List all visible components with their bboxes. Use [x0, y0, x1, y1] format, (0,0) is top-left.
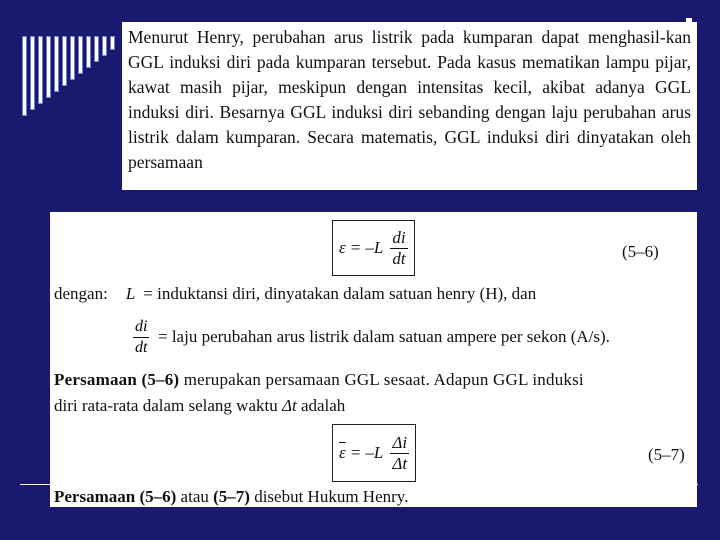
definition-line-1	[54, 284, 536, 304]
text: disebut Hukum Henry.	[249, 487, 409, 506]
paragraph-line-2	[54, 396, 345, 416]
fraction	[390, 228, 407, 269]
text: diri rata-rata dalam selang waktu	[54, 396, 282, 415]
equals-minus-l: = –L	[349, 238, 384, 257]
conclusion-line	[54, 487, 408, 507]
intro-text-box	[122, 22, 697, 190]
definition-1: = induktansi diri, dinyatakan dalam satuan henry (H), dan	[143, 284, 537, 303]
formula-box	[50, 212, 697, 507]
fraction-numerator: di	[392, 227, 406, 247]
bold-text: Persamaan	[54, 487, 140, 506]
decorative-bars	[0, 0, 130, 160]
paragraph-line-1	[54, 370, 584, 390]
delta-t: Δt	[281, 396, 297, 415]
fraction-numerator: di	[133, 317, 149, 338]
definition-line-2: = laju perubahan arus listrik dalam satuan ampere per sekon (A/s).	[158, 327, 610, 346]
bold-text: Persamaan	[54, 370, 142, 389]
equation-5-6	[332, 220, 415, 276]
text: merupakan persamaan GGL sesaat. Adapun GGL induksi	[179, 370, 584, 389]
decorative-line	[20, 484, 50, 485]
emf-symbol: ε	[339, 238, 346, 257]
fraction-denominator: dt	[135, 339, 148, 356]
fraction-denominator: Δt	[392, 453, 408, 473]
var-l: L	[125, 284, 136, 303]
avg-emf-symbol: $\overline{\varepsilon}$	[339, 443, 346, 462]
fraction-denominator: dt	[392, 248, 406, 268]
equation-number: (5–7)	[648, 445, 685, 464]
equation-ref: (5–7)	[213, 487, 250, 506]
equation-5-7	[332, 424, 416, 482]
equals-minus-l: = –L	[349, 443, 384, 462]
equation-ref: (5–6)	[139, 487, 177, 506]
fraction	[390, 433, 409, 474]
text: adalah	[296, 396, 346, 415]
fraction-numerator: Δi	[392, 432, 408, 452]
didt-fraction	[133, 317, 149, 358]
dengan-label: dengan:	[54, 284, 108, 303]
text: atau	[176, 487, 214, 506]
equation-number: (5–6)	[622, 242, 659, 261]
intro-paragraph: Menurut Henry, perubahan arus listrik pada kumparan dapat menghasil-kan GGL induksi diri pada kumparan tersebut. Pada kasus mematikan lampu pijar, kawat masih pijar, meskipun dengan intensitas kecil, akibat adanya GGL induksi diri. Besarnya GGL induksi diri sebanding dengan laju perubahan arus listrik dalam kumparan. Secara matematis, GGL induksi diri dinyatakan oleh persamaan	[128, 27, 691, 172]
equation-ref: (5–6)	[141, 370, 180, 389]
